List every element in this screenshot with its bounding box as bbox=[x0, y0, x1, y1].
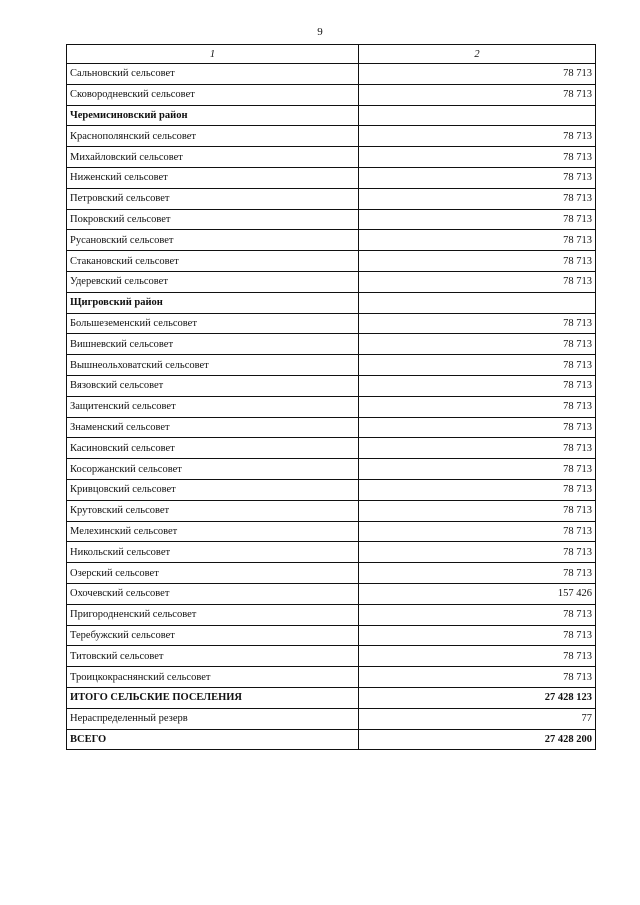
table-row bbox=[67, 334, 596, 355]
table-row-heading bbox=[67, 729, 596, 750]
table-row bbox=[67, 563, 596, 584]
row-value-cell: 78 713 bbox=[359, 396, 596, 417]
row-value-cell: 157 426 bbox=[359, 583, 596, 604]
table-row bbox=[67, 521, 596, 542]
table-row bbox=[67, 625, 596, 646]
row-name-cell: Петровский сельсовет bbox=[67, 188, 359, 209]
table-row bbox=[67, 708, 596, 729]
row-name-cell: Русановский сельсовет bbox=[67, 230, 359, 251]
table-row bbox=[67, 188, 596, 209]
row-name-cell: Косоржанский сельсовет bbox=[67, 459, 359, 480]
row-value-cell: 78 713 bbox=[359, 375, 596, 396]
row-value-cell: 78 713 bbox=[359, 167, 596, 188]
row-name-cell: Пригородненский сельсовет bbox=[67, 604, 359, 625]
row-value-cell: 77 bbox=[359, 708, 596, 729]
row-value-cell: 78 713 bbox=[359, 563, 596, 584]
table-row bbox=[67, 583, 596, 604]
table-row bbox=[67, 646, 596, 667]
table-row-heading bbox=[67, 687, 596, 708]
table-row bbox=[67, 271, 596, 292]
table-row bbox=[67, 167, 596, 188]
table-row bbox=[67, 459, 596, 480]
row-name-cell: Сальновский сельсовет bbox=[67, 64, 359, 85]
row-name-cell: Большеземенский сельсовет bbox=[67, 313, 359, 334]
row-name-cell: ИТОГО СЕЛЬСКИЕ ПОСЕЛЕНИЯ bbox=[67, 687, 359, 708]
table-row bbox=[67, 355, 596, 376]
page-number: 9 bbox=[317, 26, 323, 38]
row-value-cell: 78 713 bbox=[359, 417, 596, 438]
row-name-cell: Мелехинский сельсовет bbox=[67, 521, 359, 542]
table-row bbox=[67, 417, 596, 438]
row-name-cell: Стакановский сельсовет bbox=[67, 251, 359, 272]
table-row bbox=[67, 84, 596, 105]
row-value-cell: 78 713 bbox=[359, 230, 596, 251]
row-value-cell: 78 713 bbox=[359, 313, 596, 334]
row-value-cell: 78 713 bbox=[359, 188, 596, 209]
row-value-cell: 78 713 bbox=[359, 479, 596, 500]
row-name-cell: Сковородневский сельсовет bbox=[67, 84, 359, 105]
row-name-cell: Касиновский сельсовет bbox=[67, 438, 359, 459]
allocation-table bbox=[66, 44, 596, 750]
column-header-2: 2 bbox=[359, 45, 596, 64]
table-row bbox=[67, 500, 596, 521]
row-name-cell: Вишневский сельсовет bbox=[67, 334, 359, 355]
table-row-heading bbox=[67, 105, 596, 126]
row-name-cell: Титовский сельсовет bbox=[67, 646, 359, 667]
row-value-cell: 78 713 bbox=[359, 251, 596, 272]
row-value-cell: 27 428 123 bbox=[359, 687, 596, 708]
table-row bbox=[67, 126, 596, 147]
row-value-cell: 78 713 bbox=[359, 438, 596, 459]
row-value-cell: 78 713 bbox=[359, 334, 596, 355]
table-row bbox=[67, 438, 596, 459]
row-value-cell: 78 713 bbox=[359, 542, 596, 563]
row-value-cell: 78 713 bbox=[359, 209, 596, 230]
row-name-cell: Троицкокраснянский сельсовет bbox=[67, 667, 359, 688]
table-row bbox=[67, 230, 596, 251]
row-value-cell: 78 713 bbox=[359, 355, 596, 376]
row-value-cell: 78 713 bbox=[359, 126, 596, 147]
row-name-cell: Михайловский сельсовет bbox=[67, 147, 359, 168]
row-name-cell: Вышнеольховатский сельсовет bbox=[67, 355, 359, 376]
row-value-cell: 78 713 bbox=[359, 521, 596, 542]
table-row bbox=[67, 542, 596, 563]
row-value-cell: 78 713 bbox=[359, 271, 596, 292]
row-name-cell: Защитенский сельсовет bbox=[67, 396, 359, 417]
row-value-cell: 78 713 bbox=[359, 667, 596, 688]
table-row bbox=[67, 375, 596, 396]
row-value-cell: 78 713 bbox=[359, 459, 596, 480]
row-value-cell: 78 713 bbox=[359, 604, 596, 625]
row-name-cell: Знаменский сельсовет bbox=[67, 417, 359, 438]
row-name-cell: Щигровский район bbox=[67, 292, 359, 313]
table-row bbox=[67, 147, 596, 168]
row-name-cell: ВСЕГО bbox=[67, 729, 359, 750]
row-name-cell: Краснополянский сельсовет bbox=[67, 126, 359, 147]
row-name-cell: Охочевский сельсовет bbox=[67, 583, 359, 604]
table-row bbox=[67, 667, 596, 688]
row-name-cell: Никольский сельсовет bbox=[67, 542, 359, 563]
row-value-cell: 78 713 bbox=[359, 500, 596, 521]
row-value-cell bbox=[359, 105, 596, 126]
table-row bbox=[67, 251, 596, 272]
table-row bbox=[67, 479, 596, 500]
row-value-cell: 78 713 bbox=[359, 84, 596, 105]
row-value-cell: 78 713 bbox=[359, 646, 596, 667]
row-value-cell: 27 428 200 bbox=[359, 729, 596, 750]
table-row bbox=[67, 64, 596, 85]
table-row bbox=[67, 396, 596, 417]
row-name-cell: Вязовский сельсовет bbox=[67, 375, 359, 396]
row-name-cell: Крутовский сельсовет bbox=[67, 500, 359, 521]
row-name-cell: Озерский сельсовет bbox=[67, 563, 359, 584]
row-value-cell: 78 713 bbox=[359, 147, 596, 168]
row-name-cell: Кривцовский сельсовет bbox=[67, 479, 359, 500]
row-name-cell: Черемисиновский район bbox=[67, 105, 359, 126]
row-name-cell: Удеревский сельсовет bbox=[67, 271, 359, 292]
table-header-row bbox=[67, 45, 596, 64]
row-value-cell bbox=[359, 292, 596, 313]
table-body bbox=[67, 64, 596, 750]
table-row bbox=[67, 209, 596, 230]
row-name-cell: Покровский сельсовет bbox=[67, 209, 359, 230]
row-name-cell: Ниженский сельсовет bbox=[67, 167, 359, 188]
row-value-cell: 78 713 bbox=[359, 64, 596, 85]
row-name-cell: Теребужский сельсовет bbox=[67, 625, 359, 646]
row-value-cell: 78 713 bbox=[359, 625, 596, 646]
table-row-heading bbox=[67, 292, 596, 313]
table-row bbox=[67, 604, 596, 625]
row-name-cell: Нераспределенный резерв bbox=[67, 708, 359, 729]
table-row bbox=[67, 313, 596, 334]
column-header-1: 1 bbox=[67, 45, 359, 64]
